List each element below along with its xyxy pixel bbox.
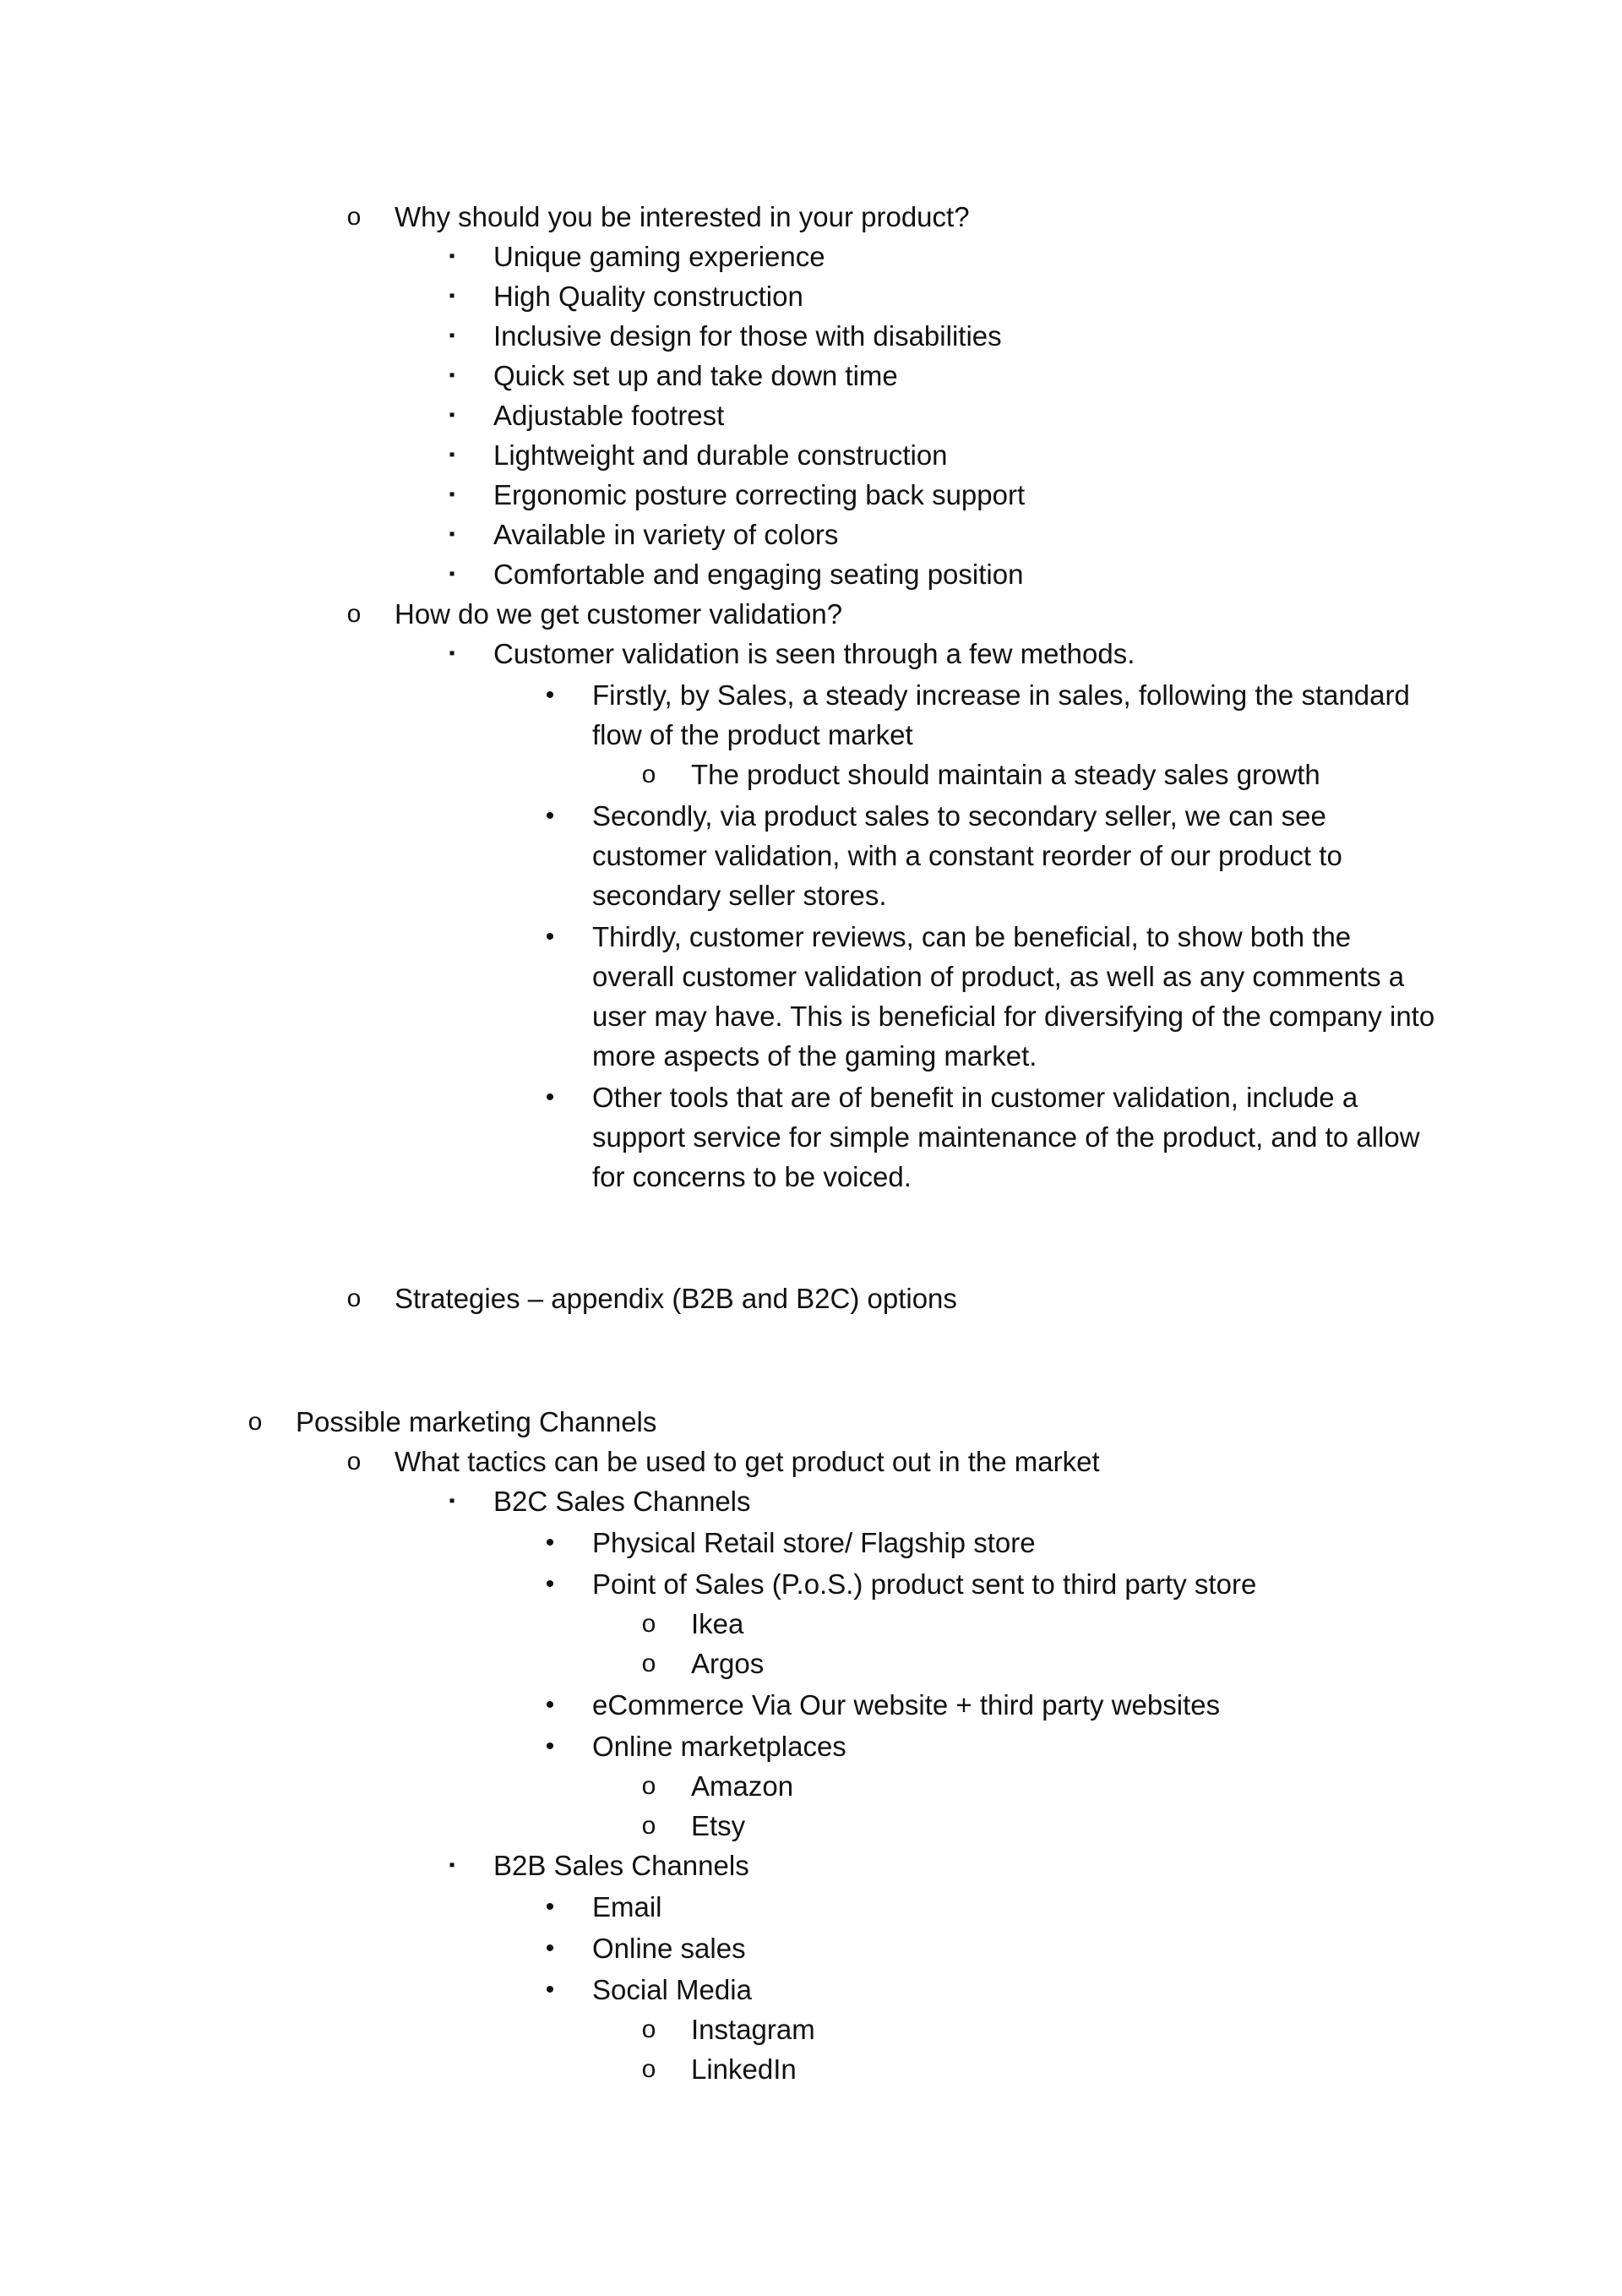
list-item-text: Unique gaming experience xyxy=(493,241,825,272)
list-item xyxy=(0,1442,1100,1481)
square-bullet-icon: ▪ xyxy=(449,406,455,424)
circle-bullet-icon: o xyxy=(346,600,362,628)
list-item-text: LinkedIn xyxy=(691,2053,797,2085)
list-item-text: Customer validation is seen through a few methods. xyxy=(493,638,1135,669)
list-item-text: Online marketplaces xyxy=(592,1731,846,1762)
dot-bullet-icon: • xyxy=(545,1083,555,1111)
list-item-text: What tactics can be used to get product out in the market xyxy=(395,1446,1100,1477)
list-item xyxy=(0,435,948,475)
circle-bullet-icon: o xyxy=(641,1772,656,1800)
list-item-text: Available in variety of colors xyxy=(493,519,839,550)
list-item xyxy=(0,1523,1036,1562)
circle-bullet-icon: o xyxy=(641,761,656,788)
list-item xyxy=(0,1564,1256,1604)
list-item-text: Why should you be interested in your product? xyxy=(395,201,970,232)
dot-bullet-icon: • xyxy=(545,1893,555,1921)
list-item xyxy=(0,395,724,435)
list-item xyxy=(0,2010,815,2049)
list-item-text: Quick set up and take down time xyxy=(493,360,898,391)
list-item-text: Adjustable footrest xyxy=(493,400,725,431)
circle-bullet-icon: o xyxy=(641,1610,656,1638)
list-item xyxy=(0,1806,745,1846)
list-item-text: Other tools that are of benefit in customer validation, include a support service for simple maintenance of the product, and to allow for concerns to be voiced. xyxy=(592,1082,1420,1192)
square-bullet-icon: ▪ xyxy=(449,247,455,265)
circle-bullet-icon: o xyxy=(346,1448,362,1475)
list-item-text: How do we get customer validation? xyxy=(395,598,843,630)
dot-bullet-icon: • xyxy=(545,1570,555,1598)
dot-bullet-icon: • xyxy=(545,1529,555,1557)
list-item-text: Strategies – appendix (B2B and B2C) options xyxy=(395,1283,957,1314)
list-item-text: Amazon xyxy=(691,1770,794,1802)
list-item-text: Argos xyxy=(691,1648,765,1679)
square-bullet-icon: ▪ xyxy=(449,366,455,384)
list-item-text: Comfortable and engaging seating position xyxy=(493,559,1024,590)
square-bullet-icon: ▪ xyxy=(449,1856,455,1874)
square-bullet-icon: ▪ xyxy=(449,286,455,305)
circle-bullet-icon: o xyxy=(641,2055,656,2083)
dot-bullet-icon: • xyxy=(545,923,555,951)
dot-bullet-icon: • xyxy=(545,1934,555,1962)
list-item xyxy=(0,1077,1437,1197)
list-item-text: Lightweight and durable construction xyxy=(493,439,948,471)
list-item-text: Thirdly, customer reviews, can be beneficial, to show both the overall customer validation of product, as well as any comments a user may have. This is beneficial for diversifying of the company into more aspects of the gaming market. xyxy=(592,921,1435,1072)
list-item-text: Physical Retail store/ Flagship store xyxy=(592,1527,1036,1558)
list-item xyxy=(0,1766,793,1806)
list-item xyxy=(0,1726,846,1766)
square-bullet-icon: ▪ xyxy=(449,644,455,663)
square-bullet-icon: ▪ xyxy=(449,525,455,543)
list-item xyxy=(0,1928,746,1968)
dot-bullet-icon: • xyxy=(545,1976,555,2004)
list-item-text: Inclusive design for those with disabilities xyxy=(493,320,1002,352)
list-item xyxy=(0,475,1025,515)
list-item-b2b xyxy=(0,1846,749,1885)
dot-bullet-icon: • xyxy=(545,1732,555,1760)
square-bullet-icon: ▪ xyxy=(449,485,455,504)
list-item xyxy=(0,675,1437,755)
list-item-text: Instagram xyxy=(691,2014,815,2045)
list-item xyxy=(0,1604,743,1644)
list-item xyxy=(0,356,898,395)
list-item-text: The product should maintain a steady sales growth xyxy=(691,759,1320,790)
square-bullet-icon: ▪ xyxy=(449,326,455,345)
list-item-text: Ikea xyxy=(691,1608,744,1639)
list-item-text: B2B Sales Channels xyxy=(493,1850,749,1881)
square-bullet-icon: ▪ xyxy=(449,1492,455,1510)
dot-bullet-icon: • xyxy=(545,681,555,709)
list-item xyxy=(0,316,1002,356)
square-bullet-icon: ▪ xyxy=(449,445,455,464)
circle-bullet-icon: o xyxy=(641,1812,656,1840)
list-item xyxy=(0,917,1437,1076)
list-item-validation xyxy=(0,594,842,634)
list-item xyxy=(0,554,1023,594)
list-item xyxy=(0,2049,797,2089)
list-item xyxy=(0,1644,764,1683)
square-bullet-icon: ▪ xyxy=(449,564,455,583)
circle-bullet-icon: o xyxy=(641,2015,656,2043)
list-item-why-interested xyxy=(0,197,970,237)
list-item-text: Secondly, via product sales to secondary seller, we can see customer validation, with a constant reorder of our product to secondary seller stores. xyxy=(592,800,1342,911)
list-item-text: Email xyxy=(592,1891,662,1922)
list-item xyxy=(0,634,1135,674)
list-item-text: Possible marketing Channels xyxy=(296,1406,657,1437)
list-item xyxy=(0,276,803,316)
list-item-text: Firstly, by Sales, a steady increase in sales, following the standard flow of the product market xyxy=(592,679,1410,750)
list-item-text: Social Media xyxy=(592,1974,752,2005)
list-item-text: Point of Sales (P.o.S.) product sent to third party store xyxy=(592,1568,1257,1600)
dot-bullet-icon: • xyxy=(545,802,555,830)
list-item-text: Ergonomic posture correcting back support xyxy=(493,479,1026,510)
list-item-marketing xyxy=(0,1402,656,1442)
list-item-text: eCommerce Via Our website + third party websites xyxy=(592,1689,1221,1721)
circle-bullet-icon: o xyxy=(346,203,362,231)
list-item-text: High Quality construction xyxy=(493,281,803,312)
list-item xyxy=(0,755,1320,794)
list-item-text: B2C Sales Channels xyxy=(493,1486,751,1517)
list-item-b2c xyxy=(0,1481,751,1521)
list-item xyxy=(0,515,838,554)
list-item-text: Online sales xyxy=(592,1933,746,1964)
list-item xyxy=(0,1887,662,1927)
list-item xyxy=(0,237,825,276)
list-item xyxy=(0,1685,1220,1725)
list-item xyxy=(0,1970,752,2010)
list-item-strategies xyxy=(0,1279,957,1318)
circle-bullet-icon: o xyxy=(641,1650,656,1677)
list-item-text: Etsy xyxy=(691,1810,746,1841)
dot-bullet-icon: • xyxy=(545,1691,555,1719)
circle-bullet-icon: o xyxy=(248,1408,263,1436)
circle-bullet-icon: o xyxy=(346,1284,362,1312)
list-item xyxy=(0,796,1437,915)
